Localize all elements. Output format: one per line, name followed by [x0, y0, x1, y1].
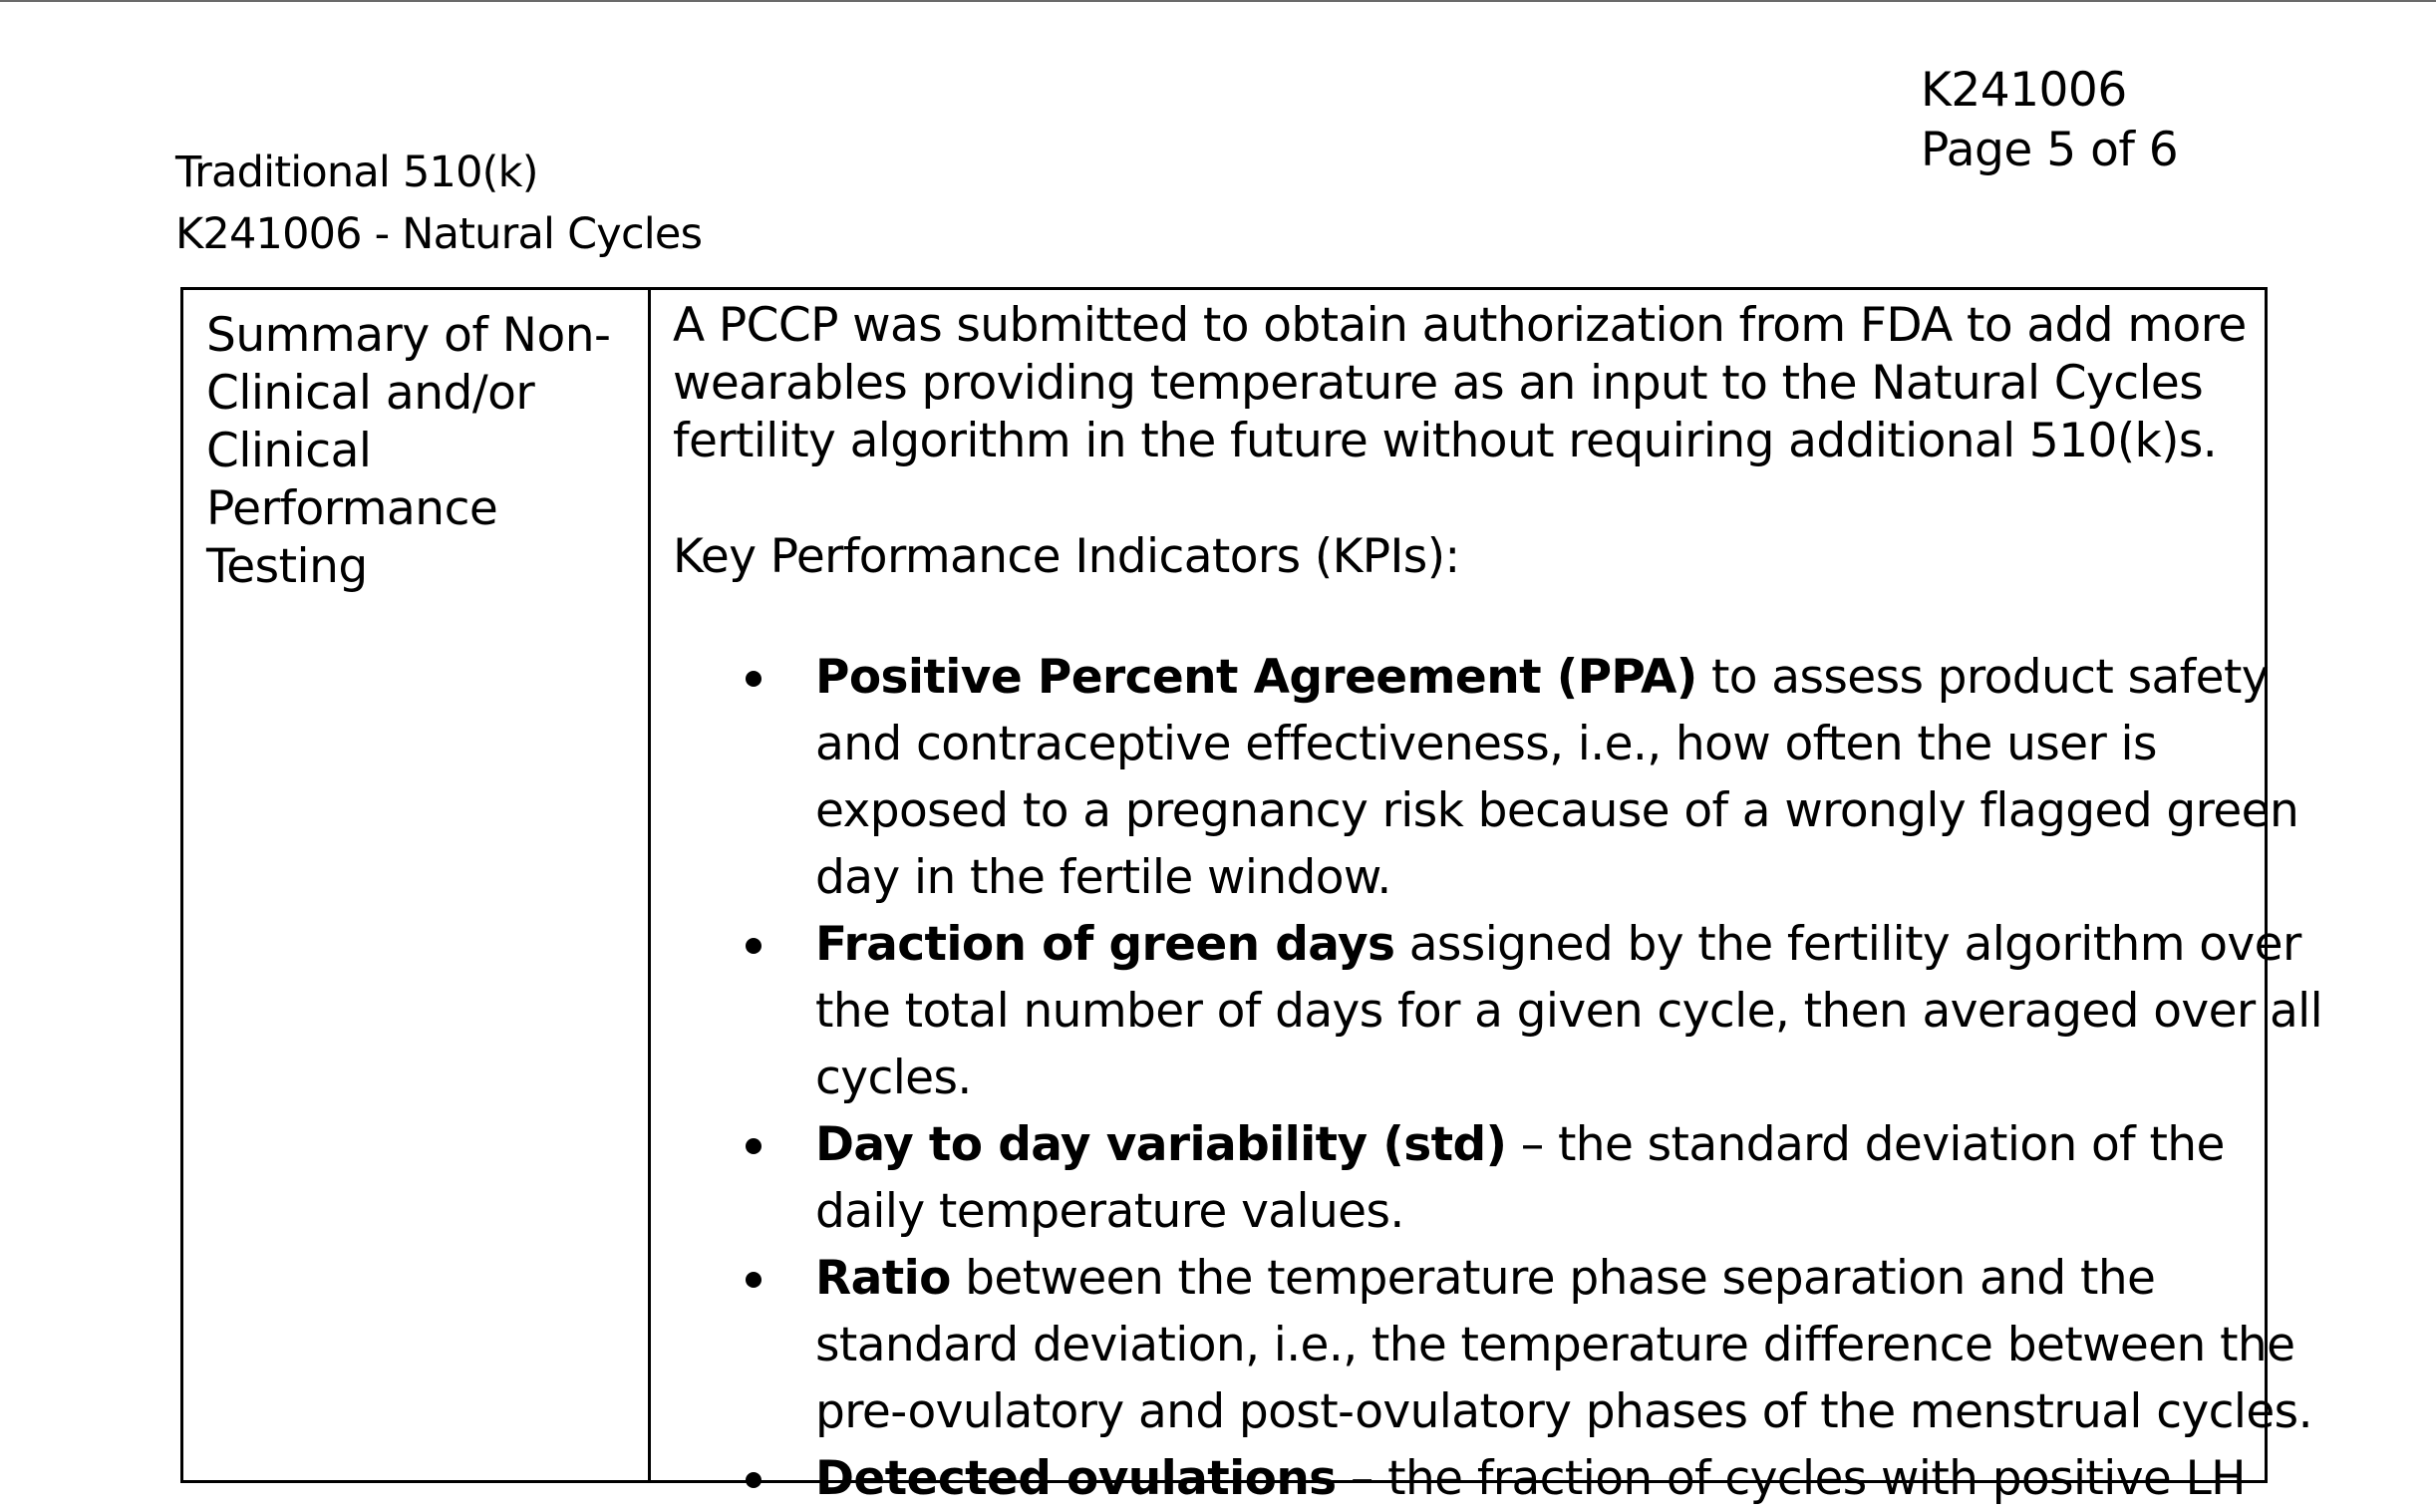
kpi-item-variability — [673, 1111, 2248, 1245]
kpi-first-line — [815, 1445, 2248, 1512]
kpi-term: Detected ovulations — [815, 1451, 1337, 1506]
kpi-line: day in the fertile window. — [815, 850, 1391, 905]
kpi-item-ratio — [673, 1245, 2312, 1445]
summary-table — [180, 287, 2323, 1506]
kpi-line: pre-ovulatory and post-ovulatory phases of the menstrual cycles. — [815, 1384, 2312, 1439]
bullet-icon — [746, 1272, 761, 1288]
kpi-first-line — [815, 1111, 2248, 1178]
intro-line: A PCCP was submitted to obtain authorization from FDA to add more — [673, 298, 2247, 353]
kpi-item-ppa — [673, 644, 2299, 911]
bullet-icon — [746, 1138, 761, 1154]
document-identifier — [1921, 61, 2178, 180]
kpi-line: standard deviation, i.e., the temperature difference between the — [815, 1318, 2295, 1372]
row-heading-line: Testing — [206, 539, 368, 594]
kpi-description: – the standard deviation of the — [1506, 1117, 2225, 1172]
kpi-term: Positive Percent Agreement (PPA) — [815, 650, 1697, 705]
bullet-icon — [746, 938, 761, 954]
kpi-description: assigned by the fertility algorithm over — [1394, 917, 2301, 972]
kpi-line: the total number of days for a given cycle, then averaged over all — [815, 984, 2323, 1039]
kpi-first-line — [815, 644, 2269, 711]
kpi-line: exposed to a pregnancy risk because of a wrongly flagged green — [815, 783, 2299, 838]
page-top-rule — [0, 0, 2436, 2]
kpi-line: daily temperature values. — [815, 1184, 1404, 1239]
kpi-list — [673, 644, 2323, 1512]
kpi-first-line — [815, 911, 2301, 978]
row-heading-cell — [206, 307, 635, 596]
kpi-term: Day to day variability (std) — [815, 1117, 1507, 1172]
intro-line: wearables providing temperature as an input to the Natural Cycles — [673, 356, 2204, 411]
row-heading-line: Clinical and/or — [206, 366, 535, 421]
intro-line: fertility algorithm in the future without requiring additional 510(k)s. — [673, 414, 2218, 468]
kpi-term: Ratio — [815, 1251, 951, 1306]
kpi-line: and contraceptive effectiveness, i.e., how often the user is — [815, 717, 2157, 771]
submission-title: K241006 - Natural Cycles — [175, 209, 703, 259]
bullet-icon — [746, 671, 761, 687]
row-heading-line: Clinical — [206, 424, 372, 478]
kpi-item-green-days — [673, 911, 2323, 1111]
row-content-cell — [673, 297, 2323, 1512]
document-number: K241006 — [1921, 63, 2127, 118]
submission-type: Traditional 510(k) — [175, 148, 538, 197]
kpi-term: Fraction of green days — [815, 917, 1395, 972]
kpi-first-line — [815, 1245, 2248, 1312]
row-heading-line: Performance — [206, 481, 498, 536]
document-header — [175, 142, 702, 265]
bullet-icon — [746, 1472, 761, 1488]
column-divider — [648, 290, 651, 1480]
page-number: Page 5 of 6 — [1921, 123, 2179, 177]
intro-paragraph — [673, 297, 2248, 470]
kpi-description: – the fraction of cycles with positive LH — [1336, 1451, 2246, 1506]
row-heading-line: Summary of Non- — [206, 308, 611, 363]
kpi-description: to assess product safety — [1696, 650, 2269, 705]
kpi-description: between the temperature phase separation and the — [950, 1251, 2156, 1306]
kpi-item-ovulations — [673, 1445, 2248, 1512]
kpi-line: cycles. — [815, 1051, 972, 1105]
kpi-heading: Key Performance Indicators (KPIs): — [673, 529, 1460, 584]
